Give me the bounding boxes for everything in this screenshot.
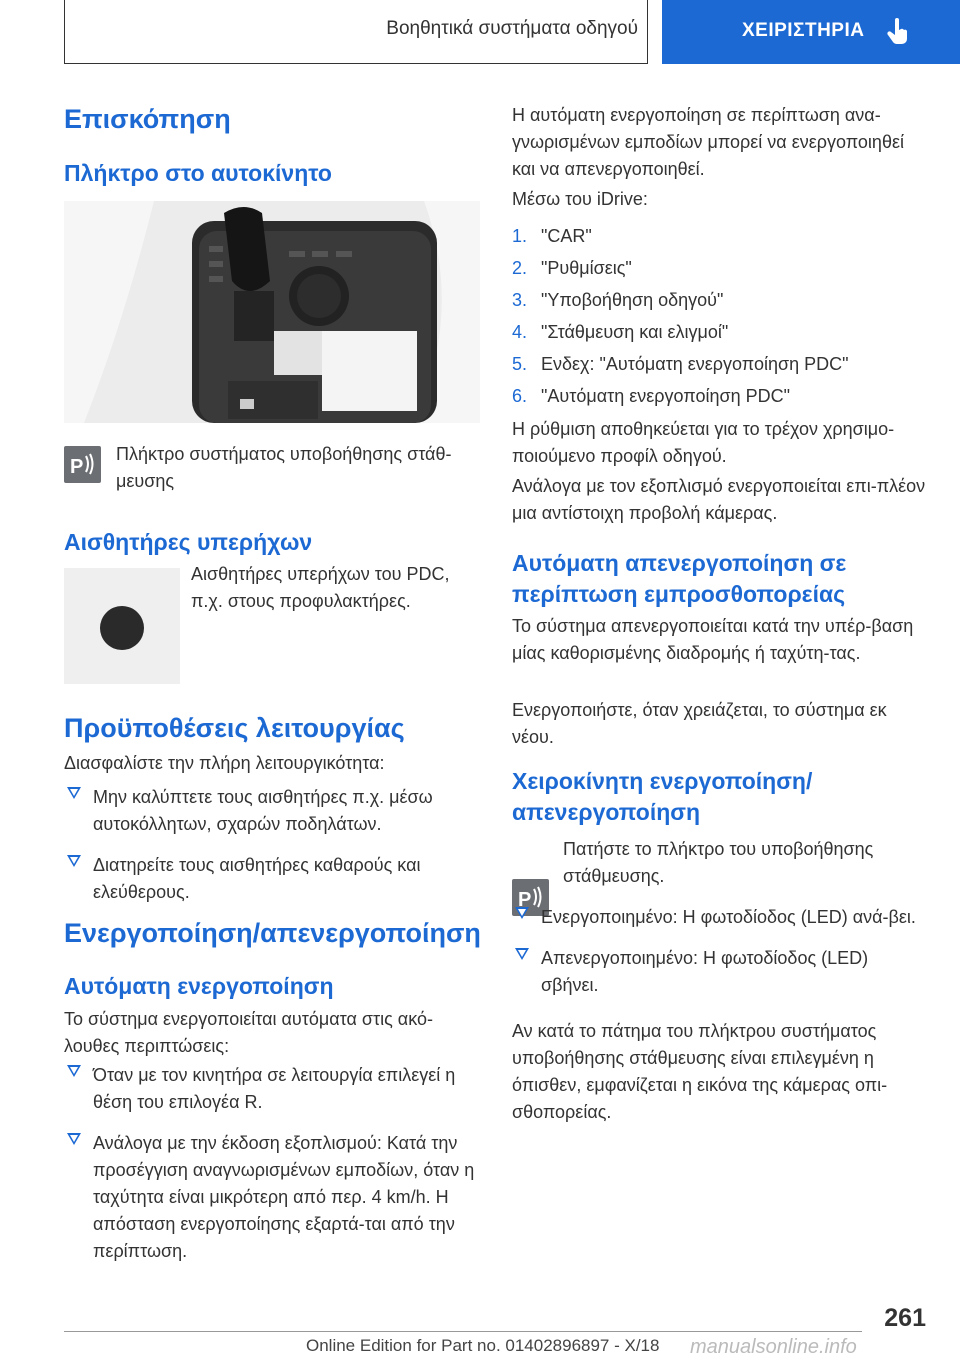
- deactivation-heading: Αυτόματη απενεργοποίηση σε περίπτωση εμπροσθοπορείας: [512, 550, 847, 607]
- list-item: Απενεργοποιημένο: Η φωτοδίοδος (LED) σβήνει.: [512, 945, 926, 999]
- parking-assist-icon: [64, 446, 101, 483]
- list-item: Διατηρείτε τους αισθητήρες καθαρούς και ελεύθερους.: [64, 852, 480, 906]
- list-item: Μην καλύπτετε τους αισθητήρες π.χ. μέσω αυτοκόλλητων, σχαρών ποδηλάτων.: [64, 784, 480, 838]
- list-item: 6. "Αυτόματη ενεργοποίηση PDC": [512, 386, 791, 406]
- list-item: 2. "Ρυθμίσεις": [512, 258, 632, 278]
- auto-heading: Αυτόματη ενεργοποίηση: [64, 973, 334, 999]
- manual-heading: Χειροκίνητη ενεργοποίηση/απενεργοποίηση: [512, 768, 813, 825]
- footer-divider: [64, 1331, 862, 1332]
- console-photo: [64, 201, 480, 423]
- reactivate-text: Ενεργοποιήστε, όταν χρειάζεται, το σύστημα εκ νέου.: [512, 700, 887, 747]
- overview-heading: Επισκόπηση: [64, 104, 231, 134]
- reverse-text: Αν κατά το πάτημα του πλήκτρου συστήματος υποβοήθησης στάθμευσης είναι επιλεγμένη η όπισθεν, εμφανίζεται η εικόνα της κάμερας οπι-σθοπορείας.: [512, 1021, 888, 1122]
- svg-text:P: P: [70, 456, 84, 478]
- button-caption: Πλήκτρο συστήματος υποβοήθησης στάθ-μευσης: [116, 444, 452, 491]
- prereq-intro: Διασφαλίστε την πλήρη λειτουργικότητα:: [64, 753, 385, 773]
- list-item: 5. Ενδεχ: "Αυτόματη ενεργοποίηση PDC": [512, 354, 849, 374]
- hand-pointer-icon: [887, 18, 911, 46]
- auto-intro: Το σύστημα ενεργοποιείται αυτόματα στις ακό-λουθες περιπτώσεις:: [64, 1009, 433, 1056]
- deactivation-text: Το σύστημα απενεργοποιείται κατά την υπέρ-βαση μίας καθορισμένης διαδρομής ή ταχύτη-τας.: [512, 616, 914, 663]
- manual-list: [512, 904, 926, 1013]
- activation-heading: Ενεργοποίηση/απενεργοποίηση: [64, 918, 481, 948]
- list-item: Όταν με τον κινητήρα σε λειτουργία επιλεγεί η θέση του επιλογέα R.: [64, 1062, 480, 1116]
- sensors-text: Αισθητήρες υπερήχων του PDC, π.χ. στους προφυλακτήρες.: [191, 564, 450, 611]
- triangle-bullet-icon: [67, 787, 81, 799]
- edition-footer: Online Edition for Part no. 01402896897 - X/18: [306, 1336, 660, 1355]
- list-item: Ανάλογα με την έκδοση εξοπλισμού: Κατά την προσέγγιση αναγνωρισμένων εμποδίων, όταν η ταχύτητα είναι μικρότερη από περ. 4 km/h. Η απόσταση ενεργοποίησης εξαρτά-ται από την περίπτωση.: [64, 1130, 480, 1265]
- right-intro: Η αυτόματη ενεργοποίηση σε περίπτωση ανα-γνωρισμένων εμποδίων μπορεί να ενεργοποιηθεί και να απενεργοποιηθεί.: [512, 105, 904, 179]
- list-item: 4. "Στάθμευση και ελιγμοί": [512, 322, 729, 342]
- prereq-list: [64, 784, 480, 920]
- idrive-steps: [512, 223, 926, 415]
- triangle-bullet-icon: [67, 1133, 81, 1145]
- camera-text: Ανάλογα με τον εξοπλισμό ενεργοποιείται επι-πλέον μια αντίστοιχη προβολή κάμερας.: [512, 476, 926, 523]
- saved-text: Η ρύθμιση αποθηκεύεται για το τρέχον χρησιμο-ποιούμενο προφίλ οδηγού.: [512, 419, 895, 466]
- watermark: manualsonline.info: [690, 1336, 857, 1358]
- button-heading: Πλήκτρο στο αυτοκίνητο: [64, 160, 332, 186]
- list-item: Ενεργοποιημένο: Η φωτοδίοδος (LED) ανά-βει.: [512, 904, 926, 931]
- auto-list: [64, 1062, 480, 1279]
- triangle-bullet-icon: [67, 1065, 81, 1077]
- tab-label: ΧΕΙΡΙΣΤΗΡΙΑ: [742, 20, 865, 41]
- triangle-bullet-icon: [515, 907, 529, 919]
- prereq-heading: Προϋποθέσεις λειτουργίας: [64, 713, 405, 743]
- page-number: 261: [884, 1304, 926, 1332]
- list-item: 1. "CAR": [512, 226, 592, 246]
- list-item: 3. "Υποβοήθηση οδηγού": [512, 290, 724, 310]
- tab-controls[interactable]: [662, 0, 960, 64]
- triangle-bullet-icon: [67, 855, 81, 867]
- idrive-label: Μέσω του iDrive:: [512, 189, 648, 209]
- sensor-image: [64, 568, 180, 684]
- triangle-bullet-icon: [515, 948, 529, 960]
- svg-text:P: P: [518, 889, 532, 911]
- section-title: Βοηθητικά συστήματα οδηγού: [386, 18, 638, 39]
- sensors-heading: Αισθητήρες υπερήχων: [64, 529, 313, 555]
- manual-text: Πατήστε το πλήκτρο του υποβοήθησης στάθμευσης.: [563, 839, 874, 886]
